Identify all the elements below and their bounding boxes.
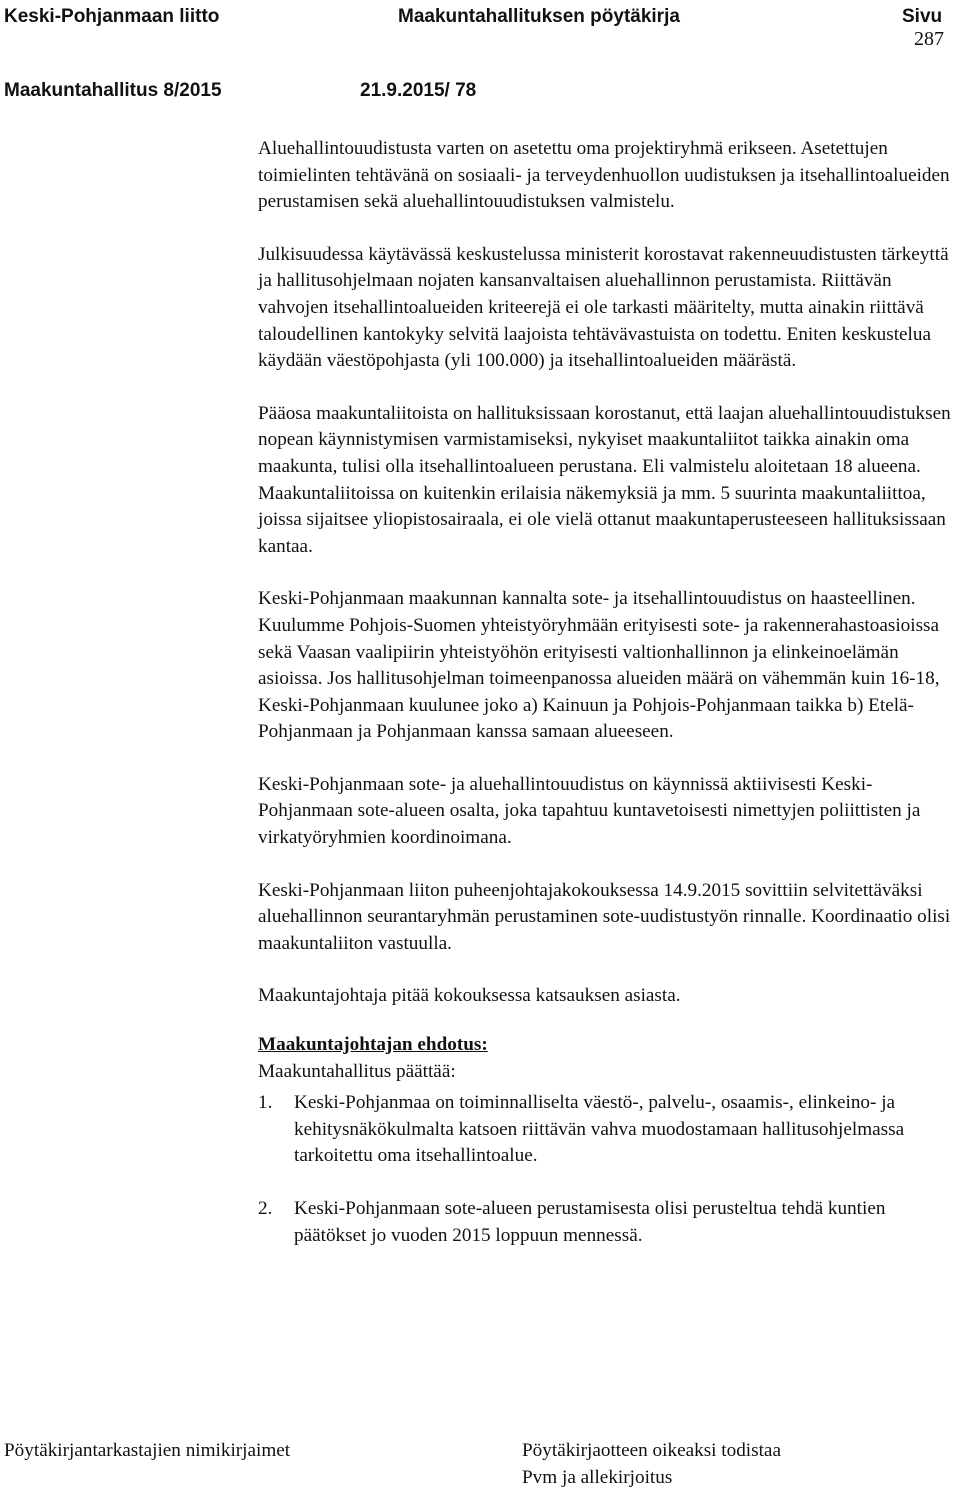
page-label: Sivu	[902, 6, 943, 27]
page-number: 287	[914, 28, 944, 50]
item-text: Keski-Pohjanmaa on toiminnalliselta väestö-, palvelu-, osaamis-, elinkeino- ja kehitysnäkökulmalta katsoen riittävän vahva muodostamaan hallitusohjelmassa tarkoitettu oma itsehallintoalue.	[294, 1092, 905, 1167]
footer-date-signature-label: Pvm ja allekirjoitus	[522, 1467, 673, 1488]
proposal-title: Maakuntajohtajan ehdotus:	[258, 1034, 488, 1056]
paragraph: Keski-Pohjanmaan sote- ja aluehallintouudistus on käynnissä aktiivisesti Keski-Pohjanmaan sote-alueen osalta, joka tapahtuu kuntavetoisesti nimettyjen poliittisten ja virkatyöryhmien koordinoimana.	[258, 773, 921, 849]
document-type: Maakuntahallituksen pöytäkirja	[398, 6, 680, 27]
meeting-label: Maakuntahallitus 8/2015	[4, 80, 222, 101]
paragraph: Keski-Pohjanmaan maakunnan kannalta sote- ja itsehallintouudistus on haasteellinen. Kuulumme Pohjois-Suomen yhteistyöryhmään erityisesti sote- ja rakennerahastoasioissa sekä Vaasan vaalipiirin yhteistyöhön erityisesti valtionhallinnon ja elinkeinoelämän asioissa. Jos hallitusohjelman toimeenpanossa alueiden määrä on vähemmän kuin 16-18, Keski-Pohjanmaan kuulunee joko a) Kainuun ja Pohjois-Pohjanmaan taikka b) Etelä-Pohjanmaan ja Pohjanmaan kanssa samaan alueeseen.	[258, 588, 940, 743]
item-text: Keski-Pohjanmaan sote-alueen perustamisesta olisi perusteltua tehdä kuntien päätökset jo vuoden 2015 loppuun mennessä.	[294, 1198, 886, 1246]
paragraph: Maakuntajohtaja pitää kokouksessa katsauksen asiasta.	[258, 985, 681, 1007]
document-body	[258, 136, 958, 1275]
footer-certification-label: Pöytäkirjaotteen oikeaksi todistaa	[522, 1440, 781, 1461]
proposal-item	[258, 1090, 958, 1170]
paragraph: Julkisuudessa käytävässä keskustelussa ministerit korostavat rakenneuudistusten tärkeyttä ja hallitusohjelmaan nojaten kansanvaltaisen aluehallinnon perustamista. Riittävän vahvojen itsehallintoalueiden kriteerejä ei ole tarkasti määritelty, mutta ainakin riittävä taloudellinen kantokyky selvitä laajoista tehtävävastuista on todettu. Eniten keskustelua käydään väestöpohjasta (yli 100.000) ja itsehallintoalueiden määrästä.	[258, 243, 949, 372]
organization-name: Keski-Pohjanmaan liitto	[4, 6, 220, 27]
footer-initials-label: Pöytäkirjantarkastajien nimikirjaimet	[4, 1440, 291, 1461]
paragraph: Aluehallintouudistusta varten on asetettu oma projektiryhmä erikseen. Asetettujen toimielinten tehtävänä on sosiaali- ja terveydenhuollon uudistuksen ja itsehallintoalueiden perustamisen sekä aluehallintouudistuksen valmistelu.	[258, 138, 950, 213]
item-number: 2.	[258, 1198, 273, 1219]
proposal-item	[258, 1196, 958, 1249]
decision-intro: Maakuntahallitus päättää:	[258, 1060, 456, 1082]
paragraph: Pääosa maakuntaliitoista on hallituksissaan korostanut, että laajan aluehallintouudistuksen nopean käynnistymisen varmistamiseksi, nykyiset maakuntaliitot taikka ainakin oma maakunta, tulisi olla itsehallintoalueen perustana. Eli valmistelu aloitetaan 18 alueena. Maakuntaliitoissa on kuitenkin erilaisia näkemyksiä ja mm. 5 suurinta maakuntaliittoa, joissa sijaitsee yliopistosairaala, ei ole vielä ottanut maakuntaperusteeseen hallituksissaan kantaa.	[258, 402, 951, 557]
item-number: 1.	[258, 1092, 273, 1114]
paragraph: Keski-Pohjanmaan liiton puheenjohtajakokouksessa 14.9.2015 sovittiin selvitettäväksi aluehallinnon seurantaryhmän perustaminen sote-uudistustyön rinnalle. Koordinaatio olisi maakuntaliiton vastuulla.	[258, 879, 951, 954]
date-section: 21.9.2015/ 78	[360, 80, 477, 101]
